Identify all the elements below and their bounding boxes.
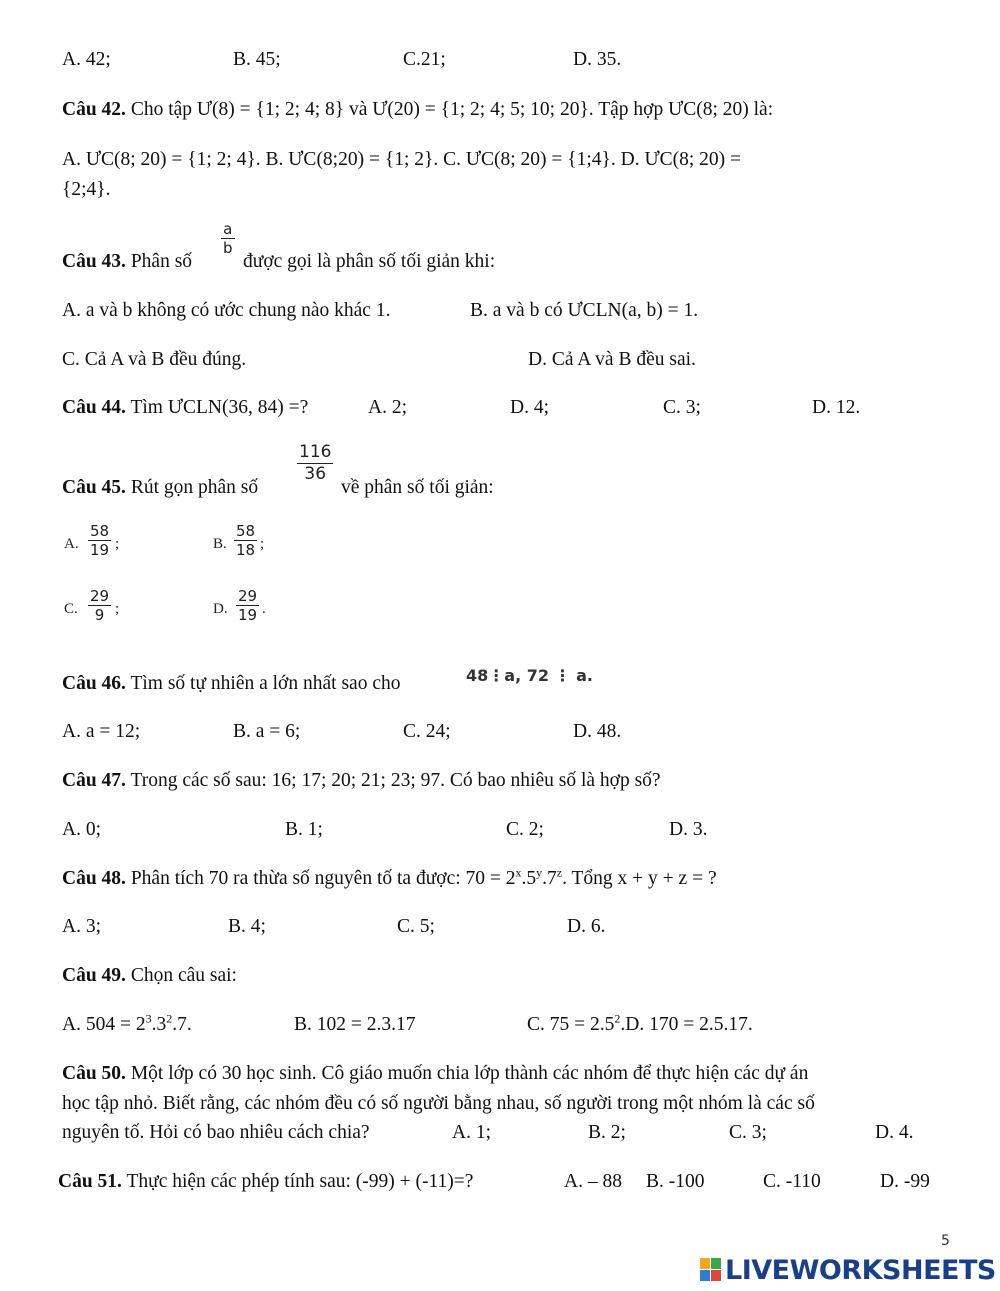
q46-divisibility-expression: 48⋮a, 72 ⋮ a. <box>466 666 593 685</box>
q45-option-d-letter: D. <box>213 601 228 617</box>
text-part: .7 <box>542 868 557 889</box>
fraction-denominator: 36 <box>304 464 327 484</box>
q48-option-c: C. 5; <box>397 916 435 937</box>
q45-option-c-fraction <box>88 587 111 624</box>
exponent-x: x <box>515 865 522 880</box>
q41-option-c: C.21; <box>403 49 446 70</box>
question-label: Câu 48. <box>62 868 126 889</box>
fraction-numerator: 29 <box>90 587 110 605</box>
question-45 <box>62 476 258 500</box>
q45-option-a-fraction <box>88 522 111 559</box>
q51-option-c: C. -110 <box>763 1171 821 1192</box>
question-label: Câu 43. <box>62 251 126 272</box>
fraction-denominator: 9 <box>94 606 105 624</box>
q49-option-d: D. 170 = 2.5.17. <box>625 1014 753 1035</box>
question-48 <box>62 867 717 891</box>
q45-option-b-letter: B. <box>213 536 227 552</box>
q47-option-b: B. 1; <box>285 819 323 840</box>
fraction-numerator: 116 <box>299 442 332 462</box>
question-50 <box>62 1062 808 1086</box>
q48-option-a: A. 3; <box>62 916 101 937</box>
text-part: C. 75 = 2.5 <box>527 1014 615 1035</box>
question-text: Tìm ƯCLN(36, 84) =? <box>130 397 309 418</box>
fraction-numerator: 29 <box>238 587 258 605</box>
question-label: Câu 44. <box>62 397 126 418</box>
q47-option-a: A. 0; <box>62 819 101 840</box>
q49-option-b: B. 102 = 2.3.17 <box>294 1014 416 1035</box>
q49-option-a <box>62 1013 192 1037</box>
question-text: Thực hiện các phép tính sau: (-99) + (-11)=? <box>126 1171 474 1192</box>
q50-option-d: D. 4. <box>875 1122 914 1143</box>
q44-option-d: D. 12. <box>812 397 861 418</box>
q45-option-c-end: ; <box>115 601 120 617</box>
question-44 <box>62 396 308 420</box>
q46-option-d: D. 48. <box>573 721 622 742</box>
page-number: 5 <box>941 1233 950 1249</box>
question-50-line3: nguyên tố. Hỏi có bao nhiêu cách chia? <box>62 1122 370 1143</box>
q51-option-b: B. -100 <box>646 1171 705 1192</box>
question-label: Câu 51. <box>58 1171 122 1192</box>
question-42 <box>62 98 773 122</box>
exponent-y: y <box>536 865 543 880</box>
question-label: Câu 42. <box>62 99 126 120</box>
q45-option-c-letter: C. <box>64 601 78 617</box>
exponent: 2 <box>614 1011 621 1026</box>
question-text: Tìm số tự nhiên a lớn nhất sao cho <box>130 673 401 694</box>
question-text: Cho tập Ư(8) = {1; 2; 4; 8} và Ư(20) = {1; 2; 4; 5; 10; 20}. Tập hợp ƯC(8; 20) là: <box>130 99 774 120</box>
question-text-before: Rút gọn phân số <box>130 477 259 498</box>
q44-option-c: C. 3; <box>663 397 701 418</box>
q43-option-c: C. Cả A và B đều đúng. <box>62 349 247 370</box>
fraction-numerator: 58 <box>90 522 110 540</box>
q50-option-a: A. 1; <box>452 1122 491 1143</box>
question-label: Câu 49. <box>62 965 126 986</box>
text-part: A. 504 = 2 <box>62 1014 146 1035</box>
question-text-before: Phân số <box>130 251 193 272</box>
liveworksheets-logo[interactable] <box>700 1255 996 1285</box>
text-part: Phân tích 70 ra thừa số nguyên tố ta được: 70 = 2 <box>130 868 516 889</box>
q46-option-a: A. a = 12; <box>62 721 141 742</box>
fraction-numerator: a <box>221 220 235 239</box>
exponent: 2 <box>166 1011 173 1026</box>
q50-option-c: C. 3; <box>729 1122 767 1143</box>
q45-option-b-end: ; <box>260 536 265 552</box>
fraction-denominator: 19 <box>238 606 258 624</box>
question-text: Chọn câu sai: <box>130 965 237 986</box>
q45-option-a-end: ; <box>115 536 120 552</box>
text-part: . <box>620 1014 626 1035</box>
fraction-denominator: 18 <box>236 541 256 559</box>
q41-option-a: A. 42; <box>62 49 111 70</box>
question-50-line2: học tập nhỏ. Biết rằng, các nhóm đều có số người bằng nhau, số người trong một nhóm là các số <box>62 1093 815 1114</box>
fraction-a-over-b <box>221 220 235 257</box>
q46-option-b: B. a = 6; <box>233 721 301 742</box>
question-text-after: được gọi là phân số tối giản khi: <box>243 251 496 272</box>
text-part: .7. <box>172 1014 192 1035</box>
logo-text: LIVEWORKSHEETS <box>725 1254 996 1286</box>
q42-options-line2: {2;4}. <box>62 179 111 200</box>
q43-option-b: B. a và b có ƯCLN(a, b) = 1. <box>470 300 699 321</box>
q51-option-d: D. -99 <box>880 1171 930 1192</box>
q41-option-b: B. 45; <box>233 49 281 70</box>
q51-option-a: A. – 88 <box>564 1171 622 1192</box>
q47-option-d: D. 3. <box>669 819 708 840</box>
q45-option-a-letter: A. <box>64 536 79 552</box>
fraction-denominator: 19 <box>90 541 110 559</box>
q45-option-b-fraction <box>234 522 257 559</box>
q46-option-c: C. 24; <box>403 721 451 742</box>
q42-options-line1: A. ƯC(8; 20) = {1; 2; 4}. B. ƯC(8;20) = {1; 2}. C. ƯC(8; 20) = {1;4}. D. ƯC(8; 20) = <box>62 149 742 170</box>
q45-option-d-end: . <box>262 601 266 617</box>
question-label: Câu 46. <box>62 673 126 694</box>
question-label: Câu 50. <box>62 1063 126 1084</box>
question-43 <box>62 250 192 274</box>
q47-option-c: C. 2; <box>506 819 544 840</box>
question-text-line1: Một lớp có 30 học sinh. Cô giáo muốn chia lớp thành các nhóm để thực hiện các dự án <box>130 1063 809 1084</box>
liveworksheets-logo-icon <box>700 1258 722 1282</box>
q43-option-a: A. a và b không có ước chung nào khác 1. <box>62 300 391 321</box>
q43-option-d: D. Cả A và B đều sai. <box>528 349 696 370</box>
text-part: . Tổng x + y + z = ? <box>562 868 717 889</box>
q48-option-d: D. 6. <box>567 916 606 937</box>
text-part: .3 <box>151 1014 167 1035</box>
question-49 <box>62 964 237 988</box>
question-text <box>130 865 717 889</box>
question-text-after: về phân số tối giản: <box>341 477 494 498</box>
question-text: Trong các số sau: 16; 17; 20; 21; 23; 97. Có bao nhiêu số là hợp số? <box>130 770 661 791</box>
q48-option-b: B. 4; <box>228 916 266 937</box>
question-46 <box>62 672 400 696</box>
fraction-116-over-36 <box>297 442 333 485</box>
question-51 <box>58 1170 473 1194</box>
q49-option-c-and-d <box>527 1013 753 1037</box>
q45-option-d-fraction <box>236 587 259 624</box>
q44-option-a: A. 2; <box>368 397 407 418</box>
question-label: Câu 45. <box>62 477 126 498</box>
fraction-numerator: 58 <box>236 522 256 540</box>
text-part: .5 <box>521 868 537 889</box>
exponent-z: z <box>556 865 563 880</box>
fraction-denominator: b <box>223 239 233 257</box>
q41-option-d: D. 35. <box>573 49 622 70</box>
q44-option-b: D. 4; <box>510 397 549 418</box>
q50-option-b: B. 2; <box>588 1122 626 1143</box>
question-label: Câu 47. <box>62 770 126 791</box>
question-47 <box>62 769 661 793</box>
exponent: 3 <box>145 1011 152 1026</box>
